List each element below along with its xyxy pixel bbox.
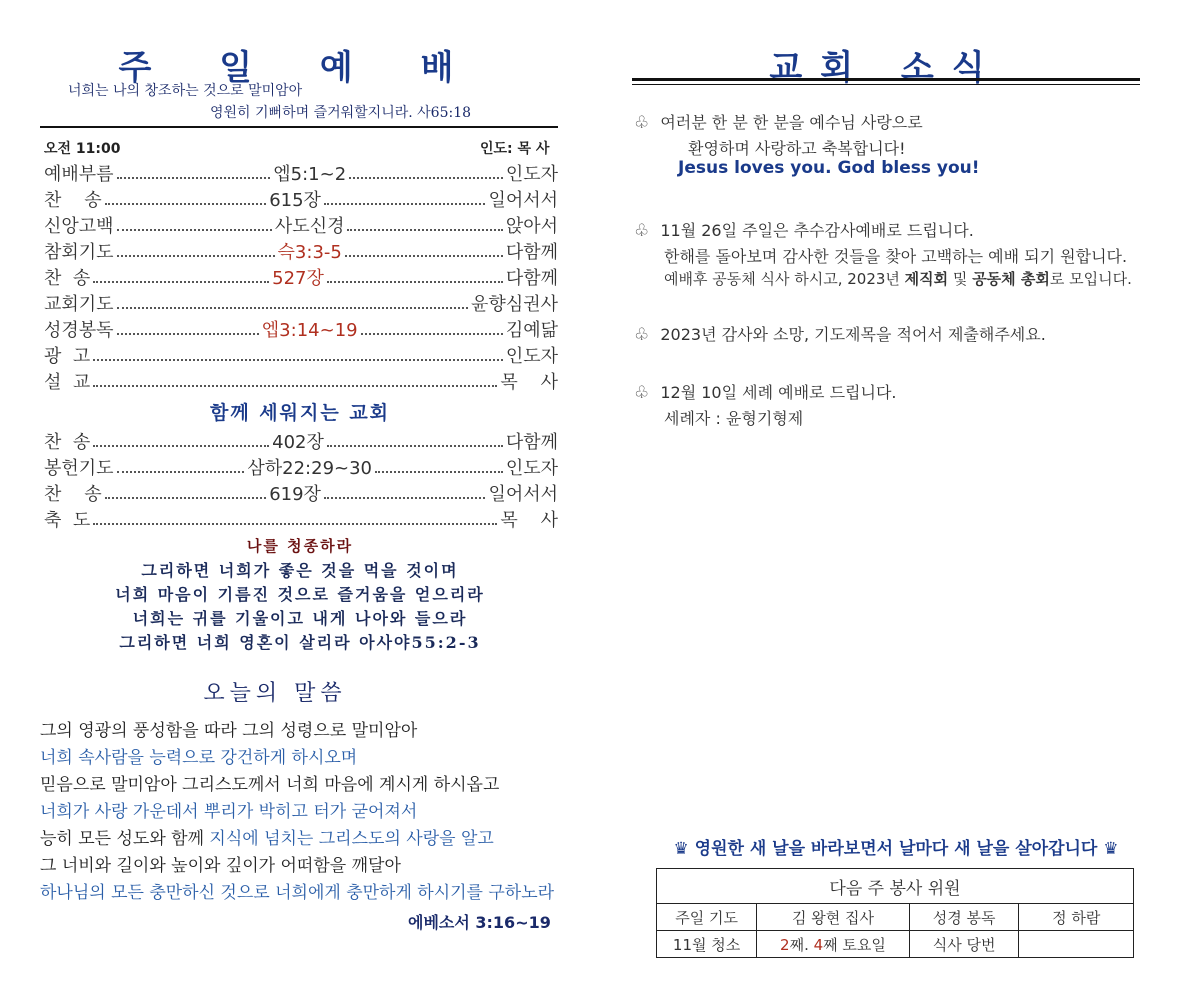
news-text: 12월 10일 세례 예배로 드립니다.	[660, 383, 897, 402]
order-item-detail: 사도신경	[274, 216, 345, 237]
table-cell: 성경 봉독	[909, 904, 1019, 931]
table-row	[657, 931, 1134, 958]
word-line: 하나님의 모든 충만하신 것으로 너희에게 충만하게 하시기를 구하노라	[40, 883, 555, 903]
order-item-person: 윤향심권사	[471, 294, 558, 315]
scripture-line: 너희는 귀를 기울이고 내게 나아와 들으라	[132, 609, 468, 628]
order-item-person: 인도자	[505, 346, 558, 367]
cell-number: 4	[813, 935, 824, 954]
news-text: 한해를 돌아보며 감사한 것들을 찾아 고백하는 예배 되기 원합니다.	[664, 247, 1128, 266]
news-text: 세례자 : 윤형기형제	[664, 409, 804, 428]
slogan-text: 영원한 새 날을 바라보면서 날마다 새 날을 살아갑니다	[694, 839, 1098, 859]
table-cell	[1019, 931, 1134, 958]
news-text-part: 로 모입니다.	[1049, 270, 1132, 288]
order-row	[44, 238, 558, 264]
order-item-detail: 슥3:3-5	[277, 242, 342, 263]
table-cell	[757, 931, 910, 958]
order-item-name: 설 교	[44, 372, 91, 393]
word-line: 그의 영광의 풍성함을 따라 그의 성령으로 말미암아	[40, 721, 418, 741]
order-item-detail: 619장	[269, 484, 321, 505]
worship-title: 주 일 예 배	[118, 48, 482, 88]
order-item-person: 인도자	[505, 164, 559, 185]
word-line: 믿음으로 말미암아 그리스도께서 너희 마음에 계시게 하시옵고	[40, 775, 500, 795]
news-text-part: 예배후 공동체 식사 하시고, 2023년	[664, 270, 905, 288]
order-item-name: 찬 송	[44, 190, 102, 211]
duty-table	[656, 868, 1134, 958]
order-row	[44, 454, 558, 480]
table-cell: 11월 청소	[657, 931, 757, 958]
crown-icon: ♛	[1103, 839, 1119, 859]
order-item-name: 교회기도	[44, 294, 114, 315]
order-row	[44, 316, 558, 342]
cell-text: 째 토요일	[823, 935, 886, 954]
clover-icon: ♧	[634, 221, 650, 241]
order-item-name: 광 고	[44, 346, 91, 367]
duty-table-title: 다음 주 봉사 위원	[657, 869, 1134, 904]
order-item-name: 찬 송	[44, 484, 102, 505]
news-text: 2023년 감사와 소망, 기도제목을 적어서 제출해주세요.	[660, 325, 1046, 344]
order-row	[44, 212, 558, 238]
order-item-person: 다함께	[505, 432, 558, 453]
order-item-person: 앉아서	[505, 216, 559, 237]
order-item-detail: 엡5:1~2	[273, 164, 347, 185]
table-cell: 주일 기도	[657, 904, 757, 931]
order-row	[44, 368, 558, 394]
clover-icon: ♧	[634, 325, 650, 345]
order-row	[44, 160, 558, 186]
service-time: 오전 11:00	[44, 141, 121, 157]
today-word-title: 오늘의 말씀	[203, 681, 347, 706]
order-item-detail: 527장	[272, 268, 324, 289]
order-item-person: 목 사	[500, 372, 558, 393]
order-item-name: 봉헌기도	[44, 458, 114, 479]
news-text-bold: 공동체 총회	[972, 270, 1050, 288]
order-item-detail: 엡3:14~19	[261, 320, 358, 341]
table-cell: 김 왕현 집사	[757, 904, 910, 931]
order-row	[44, 186, 558, 212]
order-item-person: 일어서서	[488, 190, 559, 211]
order-item-person: 일어서서	[488, 484, 559, 505]
order-row	[44, 264, 558, 290]
order-item-detail: 402장	[272, 432, 324, 453]
crown-icon: ♛	[673, 839, 689, 859]
scripture-line: 그리하면 너희가 좋은 것을 먹을 것이며	[141, 561, 459, 580]
order-row	[44, 342, 558, 368]
order-row	[44, 428, 558, 454]
word-line-part: 능히 모든 성도와 함께	[40, 829, 205, 849]
order-item-name: 찬 송	[44, 268, 91, 289]
order-item-person: 다함께	[505, 242, 559, 263]
word-reference: 에베소서 3:16~19	[408, 913, 551, 932]
order-item-detail: 615장	[269, 190, 321, 211]
order-row	[44, 506, 558, 532]
order-item-name: 예배부름	[44, 164, 114, 185]
news-divider	[632, 78, 1140, 81]
word-line: 너희 속사람을 능력으로 강건하게 하시오며	[40, 748, 358, 768]
table-cell: 식사 당번	[909, 931, 1019, 958]
news-text-bold: 제직회	[904, 270, 949, 288]
cell-text: 째.	[789, 935, 814, 954]
order-row	[44, 480, 558, 506]
news-text: 11월 26일 주일은 추수감사예배로 드립니다.	[660, 221, 974, 240]
news-item-baptism	[634, 380, 897, 403]
slogan	[656, 834, 1136, 859]
clover-icon: ♧	[634, 113, 650, 133]
order-item-name: 참회기도	[44, 242, 114, 263]
opening-verse-line2: 영원히 기뻐하며 즐거워할지니라. 사65:18	[210, 105, 472, 121]
news-text: 여러분 한 분 한 분을 예수님 사랑으로	[660, 113, 923, 132]
word-line: 너희가 사랑 가운데서 뿌리가 박히고 터가 굳어져서	[40, 802, 418, 822]
divider	[40, 126, 558, 128]
news-item-thanksgiving	[634, 218, 974, 241]
news-text: 환영하며 사랑하고 축복합니다!	[688, 139, 906, 158]
news-text-part: 및	[948, 270, 973, 288]
scripture-line: 너희 마음이 기름진 것으로 즐거움을 얻으리라	[115, 585, 485, 604]
word-line	[40, 824, 494, 849]
table-row	[657, 904, 1134, 931]
order-item-detail: 삼하22:29~30	[247, 458, 373, 479]
scripture-line: 그리하면 너희 영혼이 살리라 아사야55:2-3	[119, 633, 481, 652]
order-row	[44, 290, 558, 316]
order-item-person: 다함께	[505, 268, 558, 289]
order-item-person: 목 사	[500, 510, 558, 531]
cell-number: 2	[780, 935, 790, 954]
section-title-together: 함께 세워지는 교회	[209, 402, 391, 424]
order-item-name: 찬 송	[44, 432, 91, 453]
order-item-person: 김예닮	[505, 320, 558, 341]
news-divider	[632, 84, 1140, 85]
news-item-prayer	[634, 322, 1046, 345]
english-blessing: Jesus loves you. God bless you!	[678, 158, 980, 178]
opening-verse-line1: 너희는 나의 창조하는 것으로 말미암아	[68, 83, 303, 99]
order-item-name: 축 도	[44, 510, 91, 531]
clover-icon: ♧	[634, 383, 650, 403]
word-line-part: 지식에 넘치는 그리스도의 사랑을 알고	[209, 829, 494, 849]
table-cell: 정 하람	[1019, 904, 1134, 931]
word-line: 그 너비와 길이와 높이와 깊이가 어떠함을 깨달아	[40, 856, 401, 876]
order-item-name: 성경봉독	[44, 320, 114, 341]
news-title: 교회 소식	[769, 48, 1003, 88]
news-item-welcome	[634, 110, 923, 133]
news-text	[664, 268, 1132, 289]
listen-title: 나를 청종하라	[246, 537, 354, 555]
order-item-name: 신앙고백	[44, 216, 114, 237]
service-leader: 인도: 목 사	[480, 141, 550, 157]
order-item-person: 인도자	[505, 458, 558, 479]
